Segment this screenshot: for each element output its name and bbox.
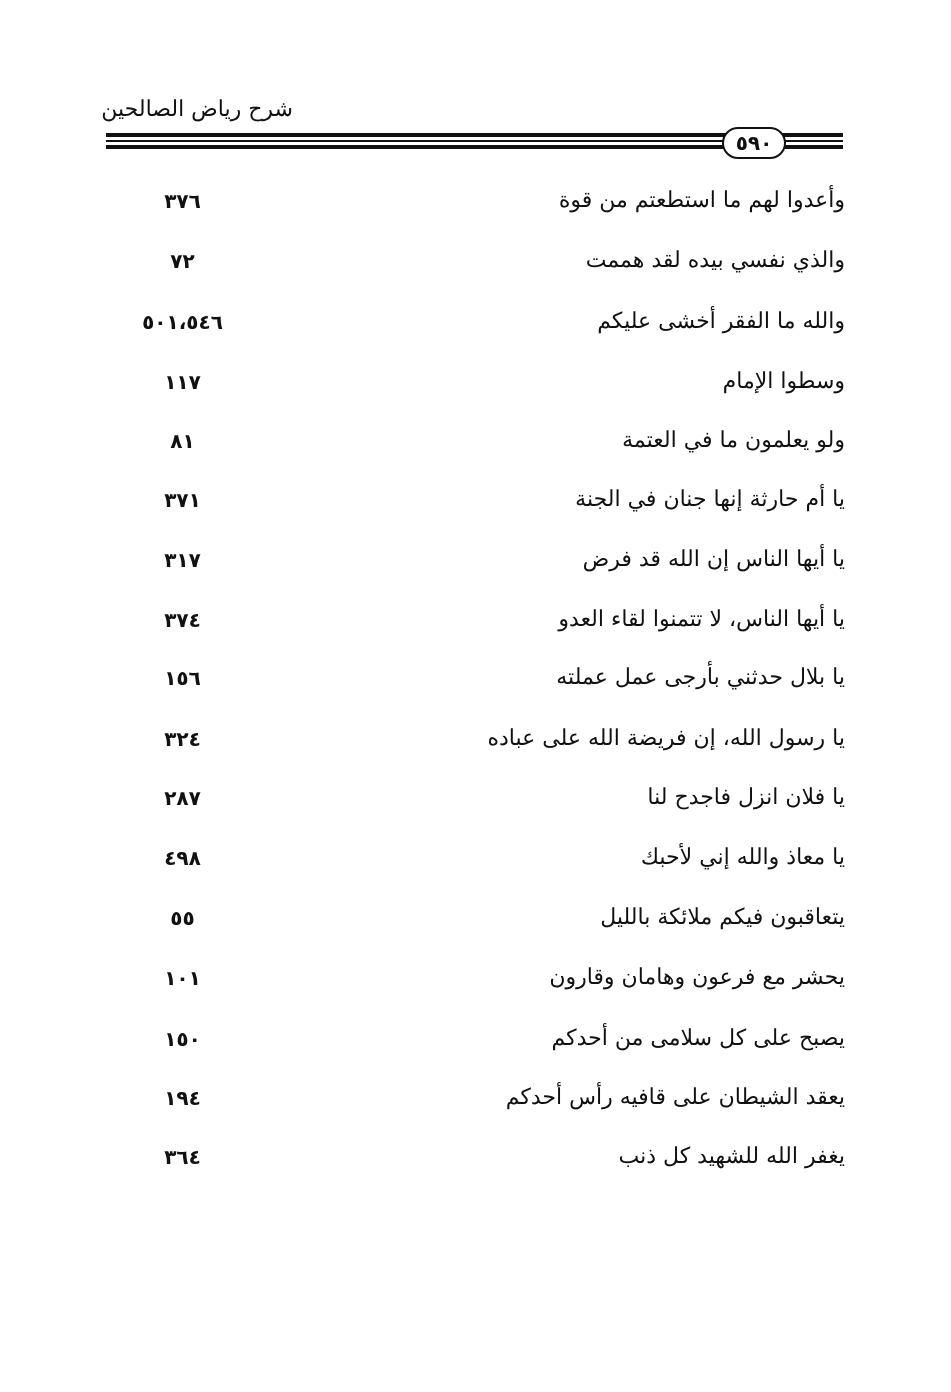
entry-text: ولو يعلمون ما في العتمة (622, 428, 845, 453)
entry-text: يتعاقبون فيكم ملائكة بالليل (600, 905, 845, 930)
index-entry (0, 362, 951, 402)
entry-text: يا معاذ والله إني لأحبك (640, 845, 845, 870)
entry-text: يا بلال حدثني بأرجى عمل عملته (556, 665, 845, 690)
index-entry (0, 778, 951, 818)
entry-page-ref: ٣٧٦ (164, 189, 201, 213)
entry-page-ref: ٣٦٤ (164, 1145, 201, 1169)
entry-text: وأعدوا لهم ما استطعتم من قوة (558, 188, 845, 213)
entry-text: يا رسول الله، إن فريضة الله على عباده (487, 726, 845, 751)
running-title: شرح رياض الصالحين (101, 97, 293, 122)
entry-text: والذي نفسي بيده لقد هممت (585, 248, 845, 273)
entry-page-ref: ٧٢ (170, 249, 195, 273)
entry-page-ref: ٣٢٤ (164, 727, 201, 751)
index-entry (0, 838, 951, 878)
entry-page-ref: ٥٠١،٥٤٦ (142, 310, 223, 334)
entry-text: يا أم حارثة إنها جنان في الجنة (575, 487, 845, 512)
entry-text: يا فلان انزل فاجدح لنا (647, 785, 845, 810)
entry-text: يا أيها الناس، لا تتمنوا لقاء العدو (558, 607, 845, 632)
entry-text: يغفر الله للشهيد كل ذنب (618, 1144, 845, 1169)
entry-text: وسطوا الإمام (722, 369, 845, 394)
entry-page-ref: ٣٧٤ (164, 608, 201, 632)
page-number: ٥٩٠ (722, 127, 786, 159)
index-entry (0, 181, 951, 221)
entry-page-ref: ١٩٤ (164, 1086, 201, 1110)
index-entry (0, 600, 951, 640)
index-entry (0, 898, 951, 938)
entry-text: يصبح على كل سلامى من أحدكم (551, 1026, 845, 1051)
index-entry (0, 658, 951, 698)
entry-page-ref: ٣٧١ (164, 488, 201, 512)
index-entry (0, 958, 951, 998)
entry-text: والله ما الفقر أخشى عليكم (597, 309, 845, 334)
entry-page-ref: ٢٨٧ (164, 786, 201, 810)
index-entry (0, 540, 951, 580)
entry-text: يحشر مع فرعون وهامان وقارون (549, 965, 845, 990)
entry-page-ref: ١٥٠ (164, 1027, 201, 1051)
entry-text: يعقد الشيطان على قافيه رأس أحدكم (505, 1085, 845, 1110)
entry-page-ref: ٨١ (170, 429, 195, 453)
index-entry (0, 480, 951, 520)
entry-page-ref: ٥٥ (170, 906, 195, 930)
index-entry (0, 719, 951, 759)
entry-page-ref: ١٥٦ (164, 666, 201, 690)
entry-page-ref: ٤٩٨ (164, 846, 201, 870)
index-entry (0, 241, 951, 281)
entry-page-ref: ١٠١ (164, 966, 201, 990)
entry-text: يا أيها الناس إن الله قد فرض (582, 547, 845, 572)
entry-page-ref: ١١٧ (164, 370, 201, 394)
index-entry (0, 1019, 951, 1059)
index-entry (0, 421, 951, 461)
entry-page-ref: ٣١٧ (164, 548, 201, 572)
index-entry (0, 302, 951, 342)
index-entry (0, 1078, 951, 1118)
index-entry (0, 1137, 951, 1177)
